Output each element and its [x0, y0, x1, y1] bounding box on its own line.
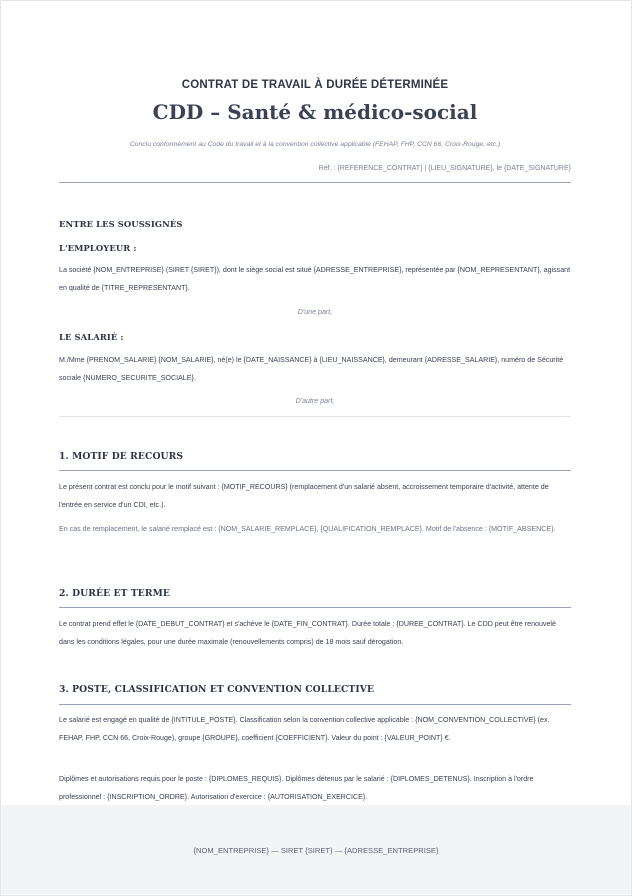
section-title-poste: 3. POSTE, CLASSIFICATION ET CONVENTION COLLECTIVE — [59, 684, 375, 695]
header-divider — [59, 182, 571, 183]
section-paragraph-motif-2: En cas de remplacement, le salarié remplacé est : {NOM_SALARIE_REMPLACE}, {QUALIFICATION_REMPLACE}. Motif de l'absence : {MOTIF_ABSENCE}. — [59, 525, 556, 533]
section-paragraph-duree-1: Le contrat prend effet le {DATE_DEBUT_CONTRAT} et s'achève le {DATE_FIN_CONTRAT}. Durée totale : {DUREE_CONTRAT}. Le CDD peut être renouvelé dans les conditions légales, pour une durée maximale (renouvellements compris) de 18 mois sauf dérogation. — [59, 620, 556, 646]
section-paragraph-motif-1: Le présent contrat est conclu pour le motif suivant : {MOTIF_RECOURS} (remplacement d'un salarié absent, accroissement temporaire d'activité, attente de l'entrée en service d'un CDI, etc.). — [59, 483, 549, 509]
employee-heading: LE SALARIÉ : — [59, 332, 124, 342]
employee-part-label: D'autre part, — [295, 397, 335, 405]
section-divider-motif — [59, 470, 571, 471]
section-paragraph-poste-1: Le salarié est engagé en qualité de {INTITULE_POSTE}. Classification selon la convention collective applicable : {NOM_CONVENTION_COLLECTIVE} (ex. FEHAP, FHP, CCN 66, Croix-Rouge), groupe {GROUPE}, coefficient {COEFFICIENT}. Valeur du point : {VALEUR_POINT} €. — [59, 716, 550, 742]
document-subtitle: Conclu conformément au Code du travail et à la convention collective applicable (FEHAP, FHP, CCN 66, Croix-Rouge, etc.) — [129, 141, 501, 148]
section-divider-duree — [59, 607, 571, 608]
section-title-motif: 1. MOTIF DE RECOURS — [59, 451, 184, 462]
parties-divider — [59, 416, 571, 417]
document-kicker: CONTRAT DE TRAVAIL À DURÉE DÉTERMINÉE — [181, 79, 449, 91]
employer-part-label: D'une part, — [297, 308, 333, 316]
section-paragraph-poste-2: Diplômes et autorisations requis pour le poste : {DIPLOMES_REQUIS}. Diplômes détenus par le salarié : {DIPLOMES_DETENUS}. Inscription à l'ordre professionnel : {INSCRIPTION_ORDRE}. Autorisation d'exercice : {AUTORISATION_EXERCICE}. — [59, 775, 534, 801]
document-reference: Réf. : {REFERENCE_CONTRAT} | {LIEU_SIGNATURE}, le {DATE_SIGNATURE} — [318, 165, 571, 172]
section-divider-poste — [59, 704, 571, 705]
employee-paragraph: M./Mme {PRENOM_SALARIE} {NOM_SALARIE}, né(e) le {DATE_NAISSANCE} à {LIEU_NAISSANCE}, demeurant {ADRESSE_SALARIE}, numéro de Sécurité sociale {NUMERO_SECURITE_SOCIALE}. — [59, 356, 564, 382]
parties-heading: ENTRE LES SOUSSIGNÉS — [59, 219, 183, 229]
employer-heading: L'EMPLOYEUR : — [59, 243, 137, 253]
section-title-duree: 2. DURÉE ET TERME — [59, 588, 170, 599]
document-title: CDD – Santé & médico-social — [152, 100, 478, 124]
employer-paragraph: La société {NOM_ENTREPRISE} (SIRET {SIRET}), dont le siège social est situé {ADRESSE_ENTREPRISE}, représentée par {NOM_REPRESENTANT}, agissant en qualité de {TITRE_REPRESENTANT}. — [59, 266, 571, 292]
footer-text: {NOM_ENTREPRISE} — SIRET {SIRET} — {ADRESSE_ENTREPRISE} — [193, 846, 439, 855]
